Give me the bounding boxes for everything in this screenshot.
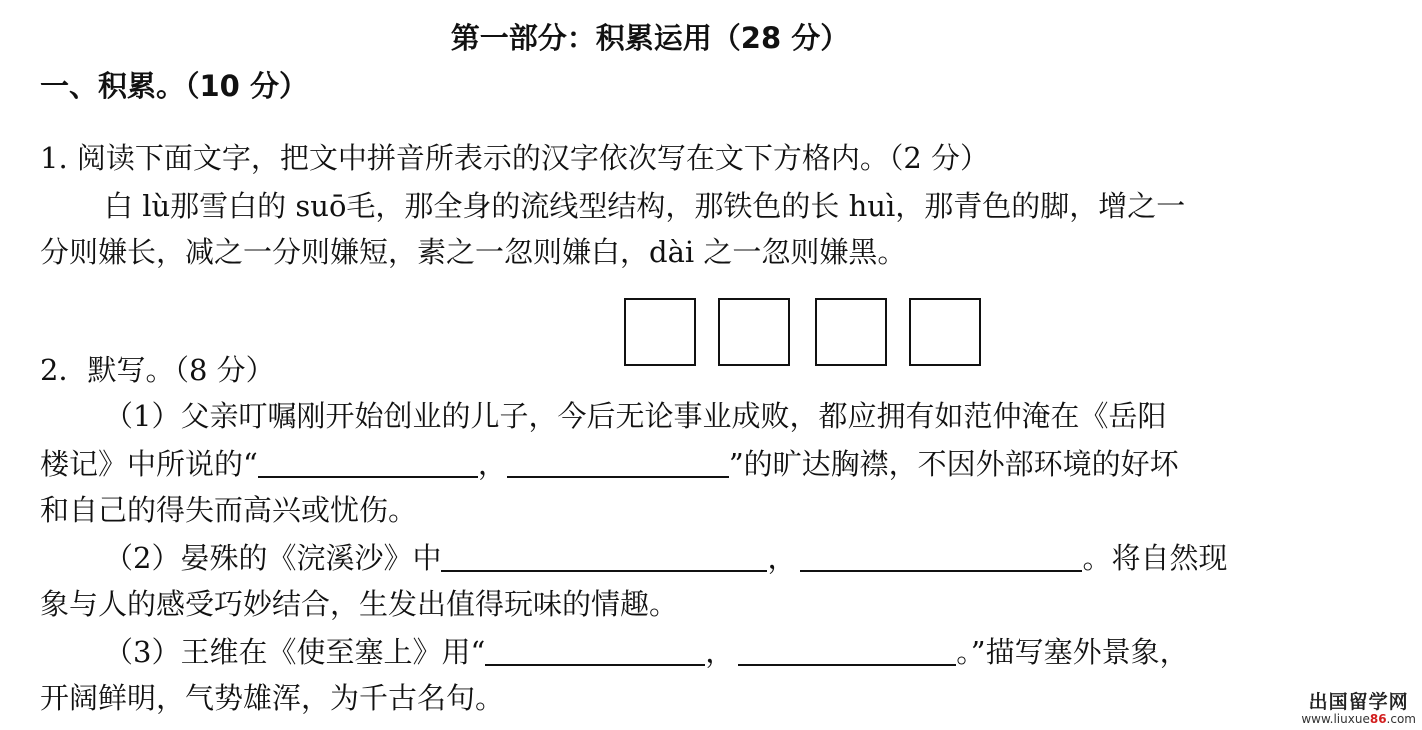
question-2-part-3-text-c: 。”描写塞外景象， [956, 635, 1189, 669]
fill-blank-3[interactable] [441, 540, 767, 572]
section-heading: 一、积累。（10 分） [40, 69, 308, 103]
fill-blank-2[interactable] [507, 446, 729, 478]
question-2-part-3-line-2: 开阔鲜明，气势雄浑，为千古名句。 [40, 681, 505, 715]
fill-blank-6[interactable] [738, 634, 956, 666]
question-2-stem: 2．默写。（8 分） [40, 353, 275, 387]
question-2-part-2-text-b: ， [767, 541, 797, 575]
question-2-part-1-text-b: ， [477, 447, 507, 481]
fill-blank-5[interactable] [485, 634, 705, 666]
answer-box-4[interactable] [909, 298, 981, 366]
question-2-part-2-text-c: 。将自然现 [1082, 541, 1228, 575]
question-2-part-2-text-a: （2）晏殊的《浣溪沙》中 [104, 541, 442, 575]
question-2-part-3-text-a: （3）王维在《使至塞上》用“ [104, 635, 486, 669]
question-2-part-1-text-a: 楼记》中所说的“ [40, 447, 258, 481]
question-2-part-2-line-1 [104, 538, 1227, 578]
answer-box-2[interactable] [718, 298, 790, 366]
question-2-part-1-line-2 [40, 444, 1179, 484]
watermark-brand: 出国留学网 [1308, 691, 1409, 714]
question-2-part-3-text-b: ， [705, 635, 735, 669]
question-2-part-1-line-1: （1）父亲叮嘱刚开始创业的儿子，今后无论事业成败，都应拥有如范仲淹在《岳阳 [104, 399, 1167, 433]
answer-box-3[interactable] [815, 298, 887, 366]
watermark-url: www.liuxue86.com [1301, 712, 1416, 727]
question-2-part-3-line-1 [104, 632, 1189, 672]
answer-box-1[interactable] [624, 298, 696, 366]
page-title: 第一部分：积累运用（28 分） [450, 21, 850, 55]
question-2-part-1-text-c: ”的旷达胸襟，不因外部环境的好坏 [728, 447, 1179, 481]
question-1-stem: 1. 阅读下面文字，把文中拼音所表示的汉字依次写在文下方格内。（2 分） [40, 141, 990, 175]
question-2-part-2-line-2: 象与人的感受巧妙结合，生发出值得玩味的情趣。 [40, 587, 679, 621]
question-2-part-1-line-3: 和自己的得失而高兴或忧伤。 [40, 493, 418, 527]
question-1-passage-line-2: 分则嫌长，减之一分则嫌短，素之一忽则嫌白，dài 之一忽则嫌黑。 [40, 235, 907, 269]
fill-blank-1[interactable] [258, 446, 478, 478]
question-1-passage-line-1: 白 lù那雪白的 suō毛，那全身的流线型结构，那铁色的长 huì，那青色的脚，增之一 [104, 189, 1186, 223]
site-watermark [1301, 693, 1416, 726]
fill-blank-4[interactable] [800, 540, 1082, 572]
